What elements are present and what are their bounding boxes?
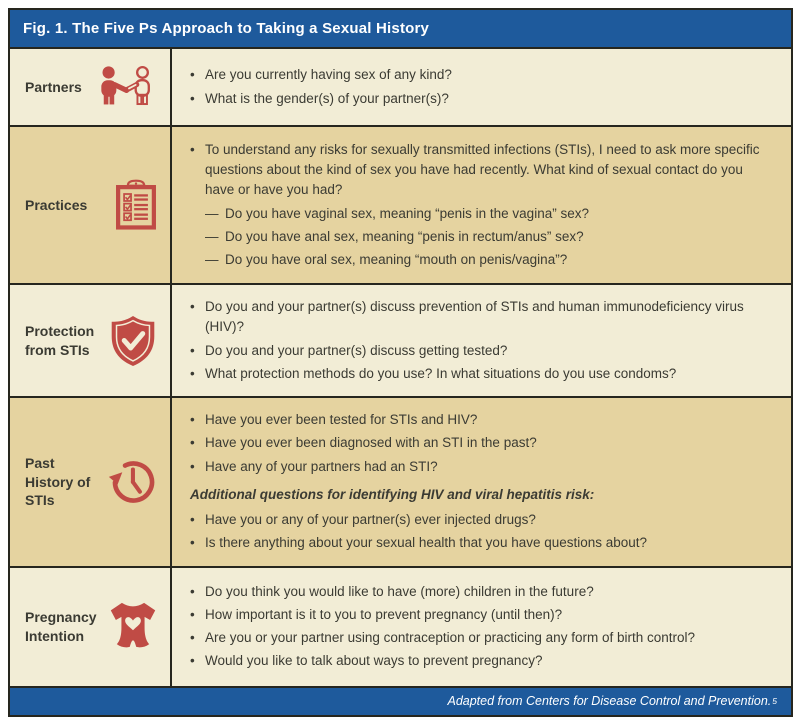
bullet-marker: • xyxy=(190,342,195,358)
rows-container xyxy=(10,47,791,686)
section-heading: Additional questions for identifying HIV and viral hepatitis risk: xyxy=(190,486,595,502)
question-text: Do you have anal sex, meaning “penis in rectum/anus” sex? xyxy=(225,228,584,244)
questions-cell xyxy=(172,568,791,686)
row-practices xyxy=(10,125,791,283)
question-text: Do you have oral sex, meaning “mouth on penis/vagina”? xyxy=(225,252,568,267)
questions-cell xyxy=(172,127,791,283)
category-cell-partners xyxy=(10,49,172,125)
bullet-marker: • xyxy=(190,606,195,622)
question-text: To understand any risks for sexually transmitted infections (STIs), I need to ask more specific questions about the kind of sex you have had recently. What kind of sexual contact do you have or have you had? xyxy=(205,141,760,198)
bullet-marker: • xyxy=(190,458,195,474)
question-text: Have you ever been diagnosed with an STI in the past? xyxy=(205,435,537,451)
question-item xyxy=(190,457,769,477)
shield-check-icon xyxy=(108,314,158,368)
five-ps-figure xyxy=(8,8,793,717)
bullet-marker: • xyxy=(190,141,195,157)
question-item xyxy=(190,89,769,109)
question-text: How important is it to you to prevent pregnancy (until then)? xyxy=(205,606,563,622)
question-text: Have you or any of your partner(s) ever injected drugs? xyxy=(205,512,536,527)
question-item xyxy=(190,65,769,85)
question-item xyxy=(190,297,769,338)
question-item xyxy=(190,433,769,453)
partners-handshake-icon xyxy=(96,65,158,109)
category-cell-past-history-of-stis xyxy=(10,398,172,566)
dash-marker: — xyxy=(205,252,219,267)
question-item xyxy=(190,533,769,553)
bullet-marker: • xyxy=(190,630,195,645)
category-label: Partners xyxy=(25,78,82,95)
question-item xyxy=(190,364,769,384)
question-text: Are you currently having sex of any kind? xyxy=(205,67,452,83)
dash-marker: — xyxy=(205,228,219,244)
question-item xyxy=(190,510,769,530)
questions-cell xyxy=(172,285,791,396)
question-item xyxy=(190,140,769,201)
bullet-marker: • xyxy=(190,583,195,599)
footer-source-text: Adapted from Centers for Disease Control and Prevention. xyxy=(447,694,772,708)
question-text: Do you think you would like to have (more) children in the future? xyxy=(205,583,594,599)
category-label: Practices xyxy=(25,196,88,213)
question-text: What is the gender(s) of your partner(s)? xyxy=(205,90,449,106)
row-protection-from-stis xyxy=(10,283,791,396)
question-text: Is there anything about your sexual health that you have questions about? xyxy=(205,535,648,551)
questions-cell xyxy=(172,398,791,566)
question-text: Would you like to talk about ways to prevent pregnancy? xyxy=(205,653,543,669)
category-label: Pregnancy Intention xyxy=(25,609,97,644)
row-partners xyxy=(10,47,791,125)
question-text: Do you have vaginal sex, meaning “penis in the vagina” sex? xyxy=(225,205,589,221)
sub-question-item xyxy=(205,227,769,247)
bullet-marker: • xyxy=(190,653,195,669)
row-pregnancy-intention xyxy=(10,566,791,686)
history-clock-icon xyxy=(106,457,158,507)
sub-question-item xyxy=(205,204,769,224)
question-item xyxy=(190,628,769,648)
category-cell-protection-from-stis xyxy=(10,285,172,396)
question-item xyxy=(190,605,769,625)
category-cell-pregnancy-intention xyxy=(10,568,172,686)
questions-cell xyxy=(172,49,791,125)
bullet-marker: • xyxy=(190,412,195,427)
question-text: Have you ever been tested for STIs and HIV? xyxy=(205,412,478,427)
row-past-history-of-stis xyxy=(10,396,791,566)
question-text: Do you and your partner(s) discuss getting tested? xyxy=(205,342,508,358)
question-text: Have any of your partners had an STI? xyxy=(205,458,438,474)
figure-footer xyxy=(10,686,791,715)
bullet-marker: • xyxy=(190,535,195,551)
baby-onesie-icon xyxy=(108,600,158,654)
bullet-marker: • xyxy=(190,90,195,106)
checklist-clipboard-icon xyxy=(114,178,158,232)
question-text: Are you or your partner using contraception or practicing any form of birth control? xyxy=(205,630,695,645)
question-item xyxy=(190,651,769,671)
question-text: Do you and your partner(s) discuss prevention of STIs and human immunodeficiency virus (HIV)? xyxy=(205,299,744,335)
question-text: What protection methods do you use? In what situations do you use condoms? xyxy=(205,365,677,381)
question-item xyxy=(190,582,769,602)
bullet-marker: • xyxy=(190,365,195,381)
bullet-marker: • xyxy=(190,299,195,314)
bullet-marker: • xyxy=(190,435,195,451)
question-item xyxy=(190,341,769,361)
sub-question-item xyxy=(205,250,769,270)
figure-title: Fig. 1. The Five Ps Approach to Taking a Sexual History xyxy=(10,10,791,47)
category-cell-practices xyxy=(10,127,172,283)
category-label: Protection from STIs xyxy=(25,323,95,358)
question-item xyxy=(190,410,769,430)
bullet-marker: • xyxy=(190,512,195,527)
dash-marker: — xyxy=(205,205,219,221)
footer-citation-number: 5 xyxy=(772,696,777,706)
bullet-marker: • xyxy=(190,67,195,83)
category-label: Past History of STIs xyxy=(25,455,91,508)
